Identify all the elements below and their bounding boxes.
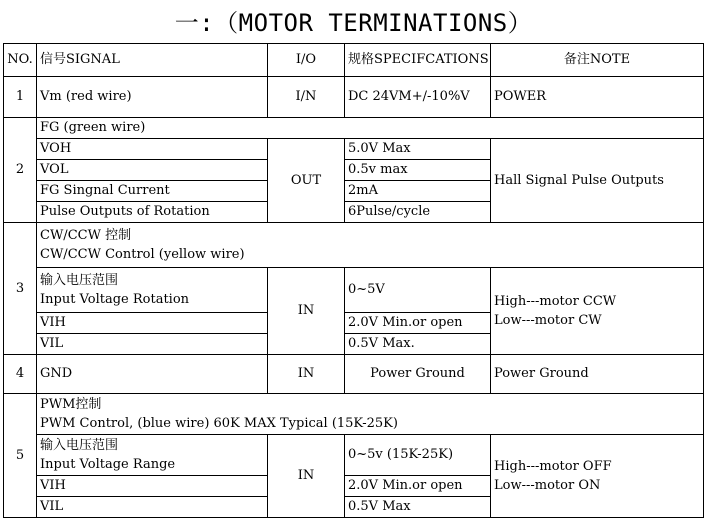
spec-cell: 2mA <box>345 181 491 202</box>
header-spec: 规格SPECIFCATIONS <box>345 44 491 77</box>
row-number: 4 <box>4 355 37 394</box>
heading-line: PWM控制 <box>40 397 102 412</box>
spec-cell: 6Pulse/cycle <box>345 202 491 223</box>
header-io: I/O <box>268 44 345 77</box>
spec-cell: 0~5V <box>345 268 491 313</box>
note-cell: Hall Signal Pulse Outputs <box>491 139 704 223</box>
spec-cell: 0.5V Max <box>345 497 491 518</box>
range-label-en: Input Voltage Rotation <box>40 292 190 307</box>
io-cell: IN <box>268 268 345 355</box>
spec-cell: 2.0V Min.or open <box>345 476 491 497</box>
page-title: 一:（MOTOR TERMINATIONS） <box>174 9 533 37</box>
signal-cell: VOL <box>37 160 268 181</box>
spec-cell: 0.5V Max. <box>345 334 491 355</box>
row-number: 1 <box>4 77 37 118</box>
section-heading <box>37 223 704 268</box>
header-row <box>4 44 704 77</box>
note-cell <box>491 435 704 518</box>
header-note: 备注NOTE <box>491 44 704 77</box>
note-cell <box>491 268 704 355</box>
header-signal: 信号SIGNAL <box>37 44 268 77</box>
note-line: Low---motor CW <box>494 313 602 328</box>
spec-cell: 0.5v max <box>345 160 491 181</box>
note-cell: POWER <box>491 77 704 118</box>
signal-cell: FG Singnal Current <box>37 181 268 202</box>
range-label-en: Input Voltage Range <box>40 457 176 472</box>
table-row <box>4 118 704 139</box>
table-row <box>4 223 704 268</box>
table-row <box>4 355 704 394</box>
signal-cell: VIH <box>37 476 268 497</box>
table-row <box>4 268 704 313</box>
io-cell: IN <box>268 435 345 518</box>
signal-cell: VIL <box>37 497 268 518</box>
signal-cell <box>37 268 268 313</box>
row-number: 3 <box>4 223 37 355</box>
section-heading: FG (green wire) <box>37 118 704 139</box>
io-cell: OUT <box>268 139 345 223</box>
table-row <box>4 394 704 435</box>
row-number: 2 <box>4 118 37 223</box>
note-cell: Power Ground <box>491 355 704 394</box>
note-line: High---motor OFF <box>494 459 612 474</box>
spec-cell: DC 24VM+/-10%V <box>345 77 491 118</box>
range-label-cn: 输入电压范围 <box>40 273 119 288</box>
io-cell: IN <box>268 355 345 394</box>
note-line: Low---motor ON <box>494 478 601 493</box>
signal-cell: Vm (red wire) <box>37 77 268 118</box>
spec-cell: 0~5v (15K-25K) <box>345 435 491 476</box>
table-row <box>4 139 704 160</box>
spec-cell: Power Ground <box>345 355 491 394</box>
table-row <box>4 435 704 476</box>
heading-line: CW/CCW 控制 <box>40 228 132 243</box>
motor-terminations-table <box>3 43 704 518</box>
signal-cell: GND <box>37 355 268 394</box>
table-row <box>4 77 704 118</box>
heading-line: PWM Control, (blue wire) 60K MAX Typical (15K-25K) <box>40 416 398 431</box>
io-cell: I/N <box>268 77 345 118</box>
header-no: NO. <box>4 44 37 77</box>
row-number: 5 <box>4 394 37 518</box>
signal-cell: VOH <box>37 139 268 160</box>
note-line: High---motor CCW <box>494 294 617 309</box>
spec-cell: 5.0V Max <box>345 139 491 160</box>
signal-cell: Pulse Outputs of Rotation <box>37 202 268 223</box>
signal-cell: VIL <box>37 334 268 355</box>
spec-cell: 2.0V Min.or open <box>345 313 491 334</box>
heading-line: CW/CCW Control (yellow wire) <box>40 247 245 262</box>
signal-cell <box>37 435 268 476</box>
signal-cell: VIH <box>37 313 268 334</box>
section-heading <box>37 394 704 435</box>
range-label-cn: 输入电压范围 <box>40 438 119 453</box>
